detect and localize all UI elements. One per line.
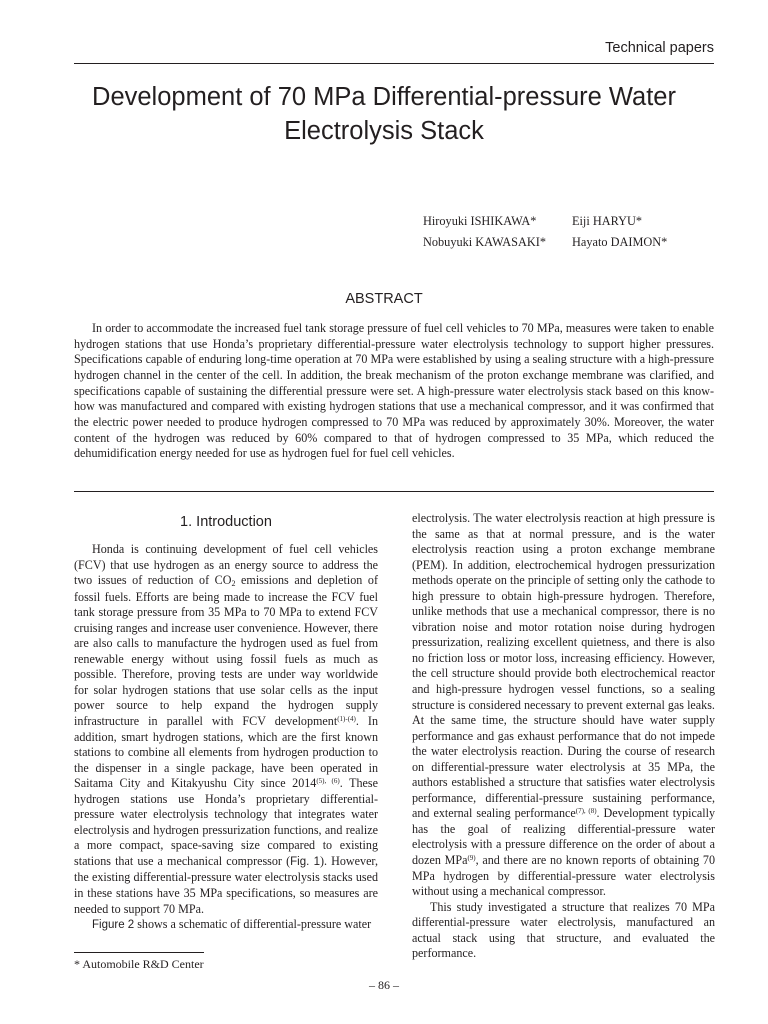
citation: (9) [467, 854, 476, 863]
section-divider [74, 491, 714, 492]
footnote-rule [74, 952, 204, 953]
abstract-body: In order to accommodate the increased fuel tank storage pressure of fuel cell vehicles to 70 MPa, measures were taken to enable hydrogen stations that use Honda’s proprietary differential-pressure water electrolysis technology to support higher pressures. Specifications capable of enduring long-time operation at 70 MPa were established by using a sealing structure with a high-pressure hydrogen channel in the center of the cell. In addition, the break mechanism of the proton exchange membrane was clarified, and specifications capable of sustaining the differential pressure were set. A high-pressure water electrolysis stack based on this know-how was manufactured and compared with existing hydrogen stations that use a mechanical compressor, and it was confirmed that the electric power needed to produce hydrogen compressed to 70 MPa was reduced by approximately 30%. Moreover, the water content of the hydrogen was reduced by 60% compared to that of hydrogen compressed to 35 MPa, which reduced the dehumidification energy needed for use as hydrogen fuel for fuel cell vehicles. [74, 321, 714, 461]
author-name: Hiroyuki ISHIKAWA* [423, 214, 537, 228]
author-name: Nobuyuki KAWASAKI* [423, 235, 547, 249]
author-row [423, 232, 667, 253]
intro-paragraph-2: Figure 2 shows a schematic of differential-pressure water [92, 917, 372, 932]
citation: (5), (6) [316, 777, 340, 786]
figure-reference: Figure 2 [92, 919, 135, 932]
citation: (1)-(4) [337, 715, 356, 724]
paper-title [40, 80, 728, 148]
intro-paragraph-3: This study investigated a structure that realizes 70 MPa differential-pressure water electrolysis, manufactured an actual stack using that structure, and evaluated the performance. [412, 899, 715, 961]
page-number: – 86 – [369, 978, 399, 992]
figure-reference: Fig. 1 [290, 855, 320, 868]
left-column [74, 511, 378, 934]
subscript: 2 [231, 579, 236, 589]
intro-paragraph-2-continued: electrolysis. The water electrolysis reaction at high pressure is the same as that at normal pressure, and is the water electrolysis reaction using a proton exchange membrane (PEM). In addition, electrochemical hydrogen pressurization methods operate on the principle of setting only the cathode to high pressure to obtain high-pressure hydrogen. Therefore, unlike methods that use a mechanical compressor, there is no vibration noise and motor rotation noise during hydrogen pressurization, realizing excellent quietness, and there is also no friction loss or motor loss, increasing efficiency. However, the cell structure should provide both electrochemical reactor and high-pressure hydrogen vessel functions, so a sealing structure is considered necessary to prevent external gas leaks. At the same time, the structure should have water supply performance and gas exhaust performance that do not impede the water electrolysis reaction. During the course of research on differential-pressure water electrolysis at 35 MPa, the authors established a structure that satisfies water electrolysis performance, differential-pressure sustaining performance, and external sealing performance$^{(7), (8)}$. Development typically has the goal of realizing differential-pressure water electrolysis with a pressure difference on the order of about a dozen MPa$^{(9)}$, and there are no known reports of obtaining 70 MPa hydrogen by differential-pressure water electrolysis without using a mechanical compressor. [412, 511, 716, 899]
citation: (7), (8) [575, 807, 597, 816]
section-label: Technical papers [605, 40, 714, 56]
abstract-heading: ABSTRACT [345, 291, 423, 307]
author-list [423, 211, 667, 253]
author-row [423, 211, 667, 232]
introduction-heading: 1. Introduction [180, 514, 272, 530]
author-name: Eiji HARYU* [572, 214, 643, 228]
intro-paragraph-1: Honda is continuing development of fuel cell vehicles (FCV) that use hydrogen as an energy source to address the two issues of reduction of $CO_2$ emissions and depletion of fossil fuels. Efforts are being made to increase the FCV fuel tank storage pressure from 35 MPa to 70 MPa to extend FCV cruising ranges and increase user convenience. However, there are also calls to manufacture the hydrogen used as fuel from renewable energy without using fossil fuels as much as possible. Therefore, proving tests are under way worldwide for solar hydrogen stations that use solar cells as the input power source to help expand the hydrogen supply infrastructure in parallel with FCV development$^{(1)-(4)}$. In addition, smart hydrogen stations, which are the first known stations to combine all elements from hydrogen production to the dispenser in a single package, have been operated in Saitama City and Kitakyushu City since $2014^{(5), (6)}$. These hydrogen stations use Honda’s proprietary differential-pressure water electrolysis technology that integrates water electrolysis and hydrogen pressurization functions, and realize a more compact, space-saving size compared to existing stations that use a mechanical compressor (Fig. 1). However, the existing differential-pressure water electrolysis stacks used in these stations have 35 MPa specifications, so measures are needed to support 70 MPa. [74, 542, 378, 916]
author-name: Hayato DAIMON* [572, 235, 668, 249]
right-column [412, 511, 715, 962]
title-line-1: Development of 70 MPa Differential-pressure Water [92, 83, 676, 111]
top-rule [74, 63, 714, 64]
title-line-2: Electrolysis Stack [284, 117, 484, 145]
footnote: * Automobile R&D Center [74, 957, 204, 971]
